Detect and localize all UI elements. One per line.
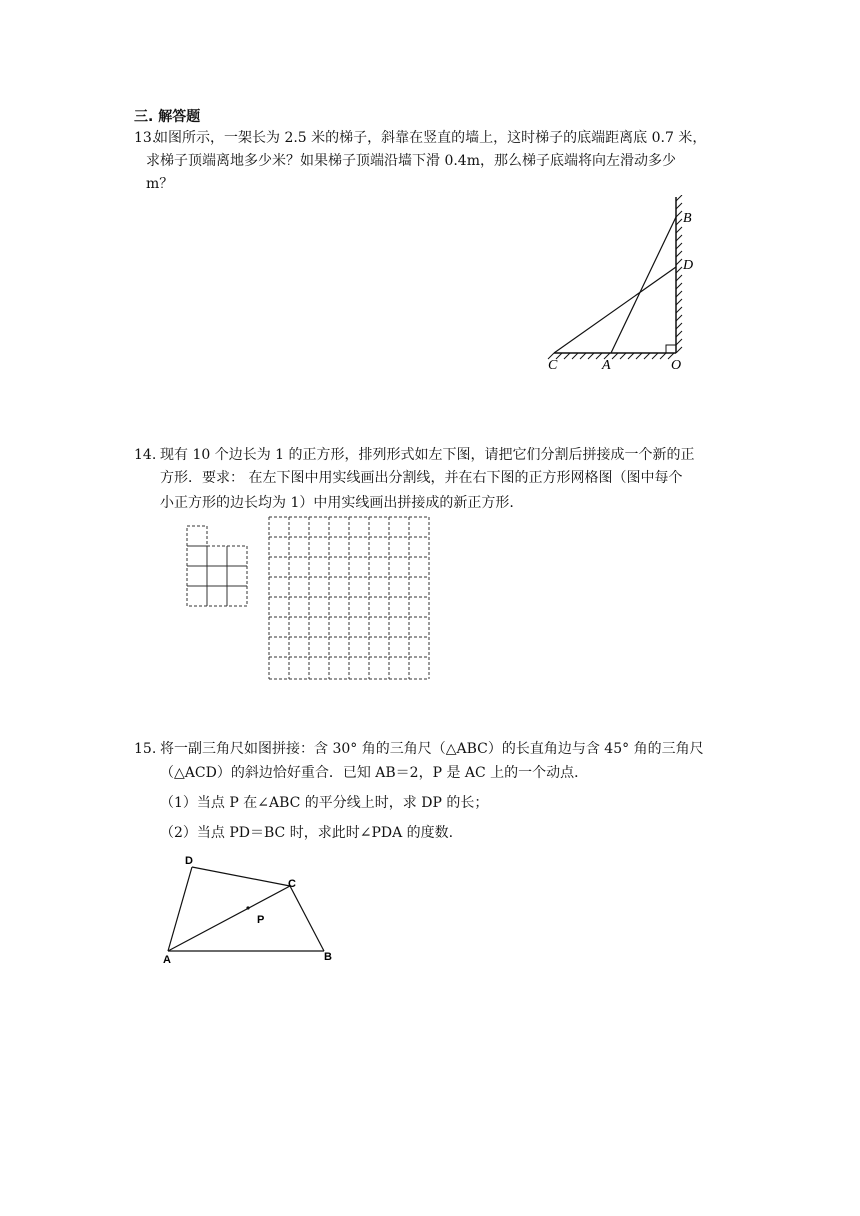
label-a: A (163, 954, 171, 966)
label-o: O (671, 358, 682, 373)
ten-squares-figure (186, 524, 252, 608)
label-a: A (602, 358, 611, 373)
segment-ac (168, 886, 290, 951)
right-angle-mark (666, 345, 676, 353)
q14-number: 14. (134, 447, 157, 463)
wall-hatching (676, 195, 682, 353)
label-p: P (257, 914, 265, 926)
section-title: 三. 解答题 (134, 109, 201, 125)
label-b: B (683, 211, 692, 226)
q13-line-2: 求梯子顶端离地多少米？如果梯子顶端沿墙下滑 0.4m，那么梯子底端将向左滑动多少 (146, 153, 676, 169)
q14-line-3: 小正方形的边长均为 1）中用实线画出拼接成的新正方形. (160, 495, 514, 511)
point-p (246, 906, 249, 909)
segment-cb (290, 886, 324, 951)
ladder-ab (611, 217, 676, 353)
segment-dc (192, 867, 290, 886)
ground-hatching (548, 353, 674, 359)
ladder-figure (540, 195, 710, 380)
label-c: C (288, 878, 296, 890)
label-b: B (324, 951, 332, 963)
ladder-cd (554, 267, 676, 353)
square-grid-figure (268, 516, 432, 682)
q13-number: 13. (134, 130, 157, 146)
label-d: D (185, 855, 193, 867)
q13-line-3: m？ (146, 176, 174, 192)
label-d: D (683, 258, 694, 273)
q14-line-1: 现有 10 个边长为 1 的正方形，排列形式如左下图，请把它们分割后拼接成一个新的正 (160, 447, 695, 463)
q13-line-1: 如图所示，一架长为 2.5 米的梯子，斜靠在竖直的墙上，这时梯子的底端距离底 0.7 米， (154, 130, 707, 146)
triangle-figure (156, 852, 346, 967)
q15-sub-2: （2）当点 PD＝BC 时，求此时∠PDA 的度数. (160, 825, 454, 841)
q15-sub-1: （1）当点 P 在∠ABC 的平分线上时，求 DP 的长； (160, 795, 489, 811)
label-c: C (548, 358, 558, 373)
q15-line-2: （△ACD）的斜边恰好重合．已知 AB＝2，P 是 AC 上的一个动点． (160, 765, 589, 781)
q14-line-2: 方形．要求： 在左下图中用实线画出分割线，并在右下图的正方形网格图（图中每个 (160, 470, 683, 486)
segment-ad (168, 867, 192, 951)
q15-number: 15. (134, 741, 157, 757)
q15-line-1: 将一副三角尺如图拼接：含 30° 角的三角尺（△ABC）的长直角边与含 45° 角的三角尺 (160, 741, 704, 757)
